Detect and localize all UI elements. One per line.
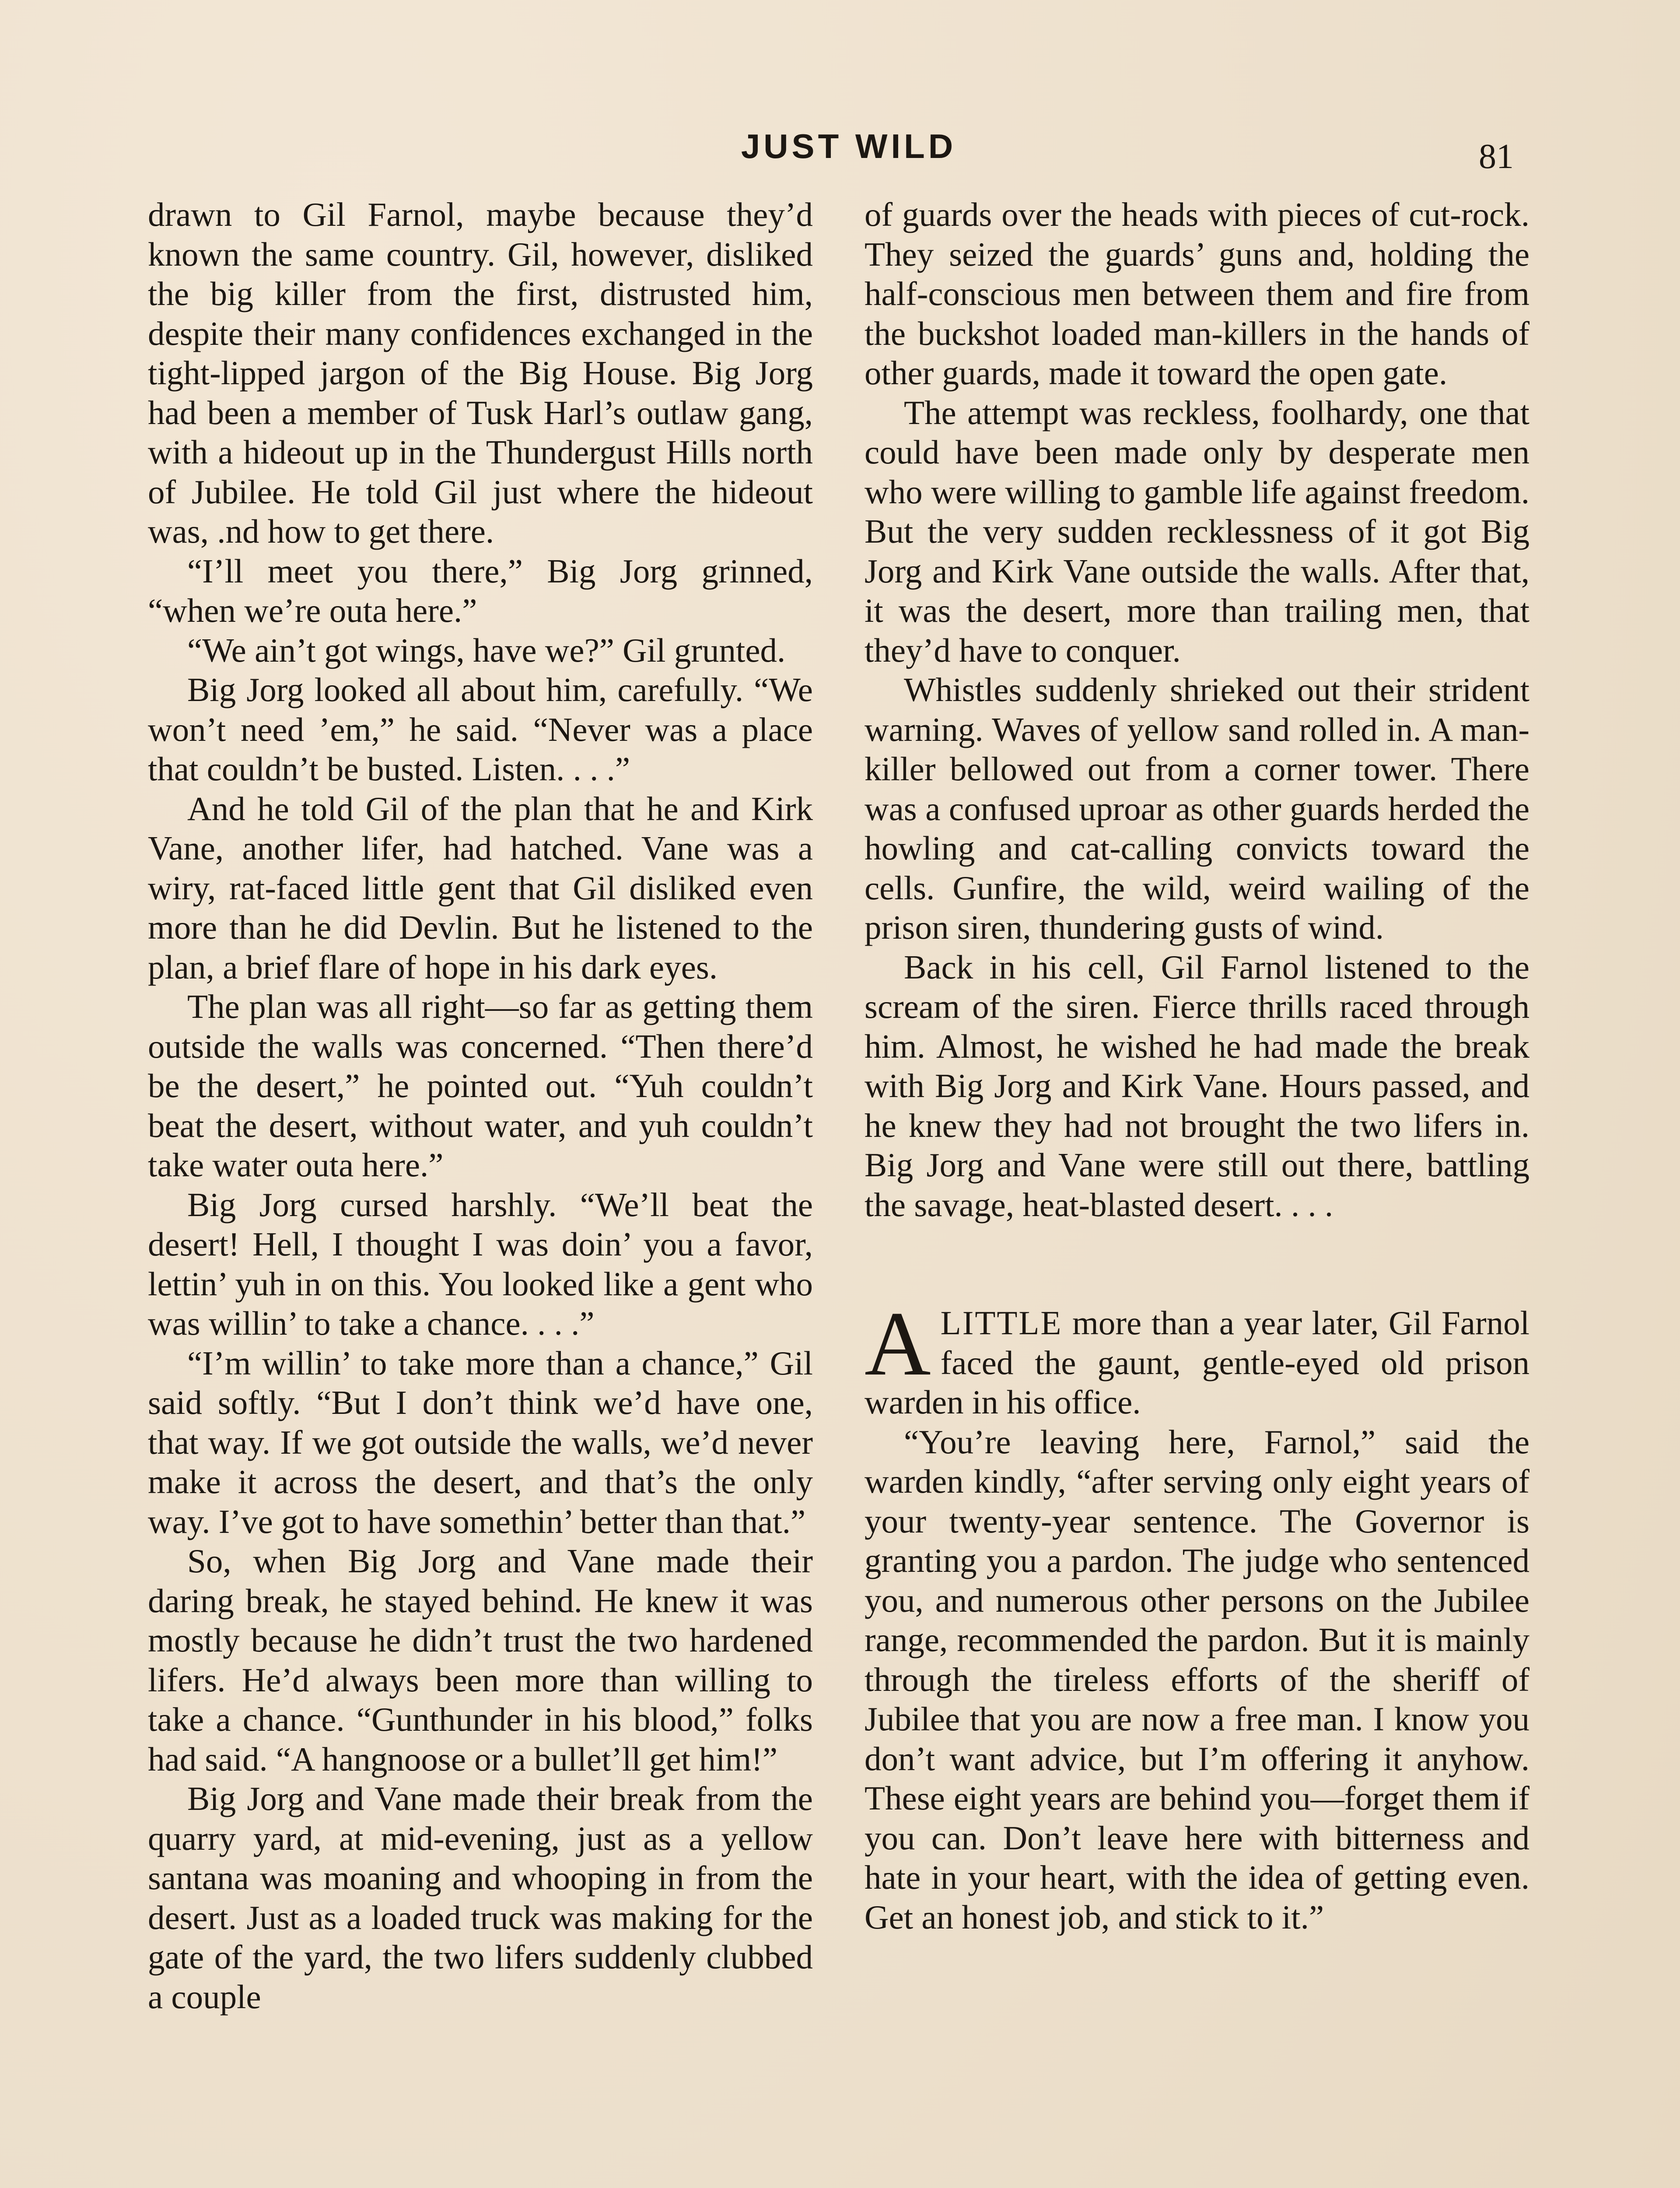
paragraph: “You’re leaving here, Farnol,” said the warden kindly, “after serving only eight years of your twenty-year sentence. The Governor is granting you a pardon. The judge who sentenced you, and numerous other persons on the Jubilee range, recommended the pardon. But it is mainly through the tireless efforts of the sheriff of Jubilee that you are now a free man. I know you don’t want advice, but I’m offering it anyhow. These eight years are behind you—forget them if you can. Don’t leave here with bitterness and hate in your heart, with the idea of getting even. Get an honest job, and stick to it.” <box>864 1423 1530 1936</box>
page-number: 81 <box>1479 137 1514 176</box>
paragraph: “We ain’t got wings, have we?” Gil grunted. <box>187 631 786 669</box>
right-column <box>864 195 1530 1937</box>
paragraph: Back in his cell, Gil Farnol listened to the scream of the siren. Fierce thrills raced through him. Almost, he wished he had made the break with Big Jorg and Kirk Vane. Hours passed, and he knew they had not brought the two lifers in. Big Jorg and Vane were still out there, battling the savage, heat-blasted desert. . . . <box>864 948 1530 1224</box>
paragraph: Big Jorg looked all about him, carefully. “We won’t need ’em,” he said. “Never was a place that couldn’t be busted. Listen. . . .” <box>148 671 813 788</box>
paragraph: The attempt was reckless, foolhardy, one that could have been made only by desperate men who were willing to gamble life against freedom. But the very sudden recklessness of it got Big Jorg and Kirk Vane outside the walls. After that, it was the desert, more than trailing men, that they’d have to conquer. <box>864 393 1530 669</box>
running-head-title: JUST WILD <box>741 127 957 165</box>
paragraph: drawn to Gil Farnol, maybe because they’d known the same country. Gil, however, disliked the big killer from the first, distrusted him, despite their many confidences exchanged in the tight-lipped jargon of the Big House. Big Jorg had been a member of Tusk Harl’s outlaw gang, with a hideout up in the Thundergust Hills north of Jubilee. He told Gil just where the hideout was, .nd how to get there. <box>148 196 813 550</box>
opening-caps: LITTLE <box>940 1304 1063 1342</box>
left-column <box>148 195 813 2016</box>
paragraph: of guards over the heads with pieces of cut-rock. They seized the guards’ guns and, holding the half-conscious men between them and fire from the buckshot loaded man-killers in the hands of other guards, made it toward the open gate. <box>864 196 1530 392</box>
opening-rest: more than a year later, Gil Farnol faced the gaunt, gentle-eyed old prison warden in his office. <box>864 1304 1530 1421</box>
paragraph: So, when Big Jorg and Vane made their daring break, he stayed behind. He knew it was mostly because he didn’t trust the two hardened lifers. He’d always been more than willing to take a chance. “Gunthunder in his blood,” folks had said. “A hangnoose or a bullet’ll get him!” <box>148 1542 813 1778</box>
paragraph: The plan was all right—so far as getting them outside the walls was concerned. “Then there’d be the desert,” he pointed out. “Yuh couldn’t beat the desert, without water, and yuh couldn’t take water outa here.” <box>148 988 813 1184</box>
drop-cap: A <box>864 1293 931 1395</box>
paragraph: Whistles suddenly shrieked out their strident warning. Waves of yellow sand rolled in. A man-killer bellowed out from a corner tower. There was a confused uproar as other guards herded the howling and cat-calling convicts toward the cells. Gunfire, the wild, weird wailing of the prison siren, thundering gusts of wind. <box>864 671 1530 946</box>
paragraph: “I’m willin’ to take more than a chance,” Gil said softly. “But I don’t think we’d have one, that way. If we got outside the walls, we’d never make it across the desert, and that’s the only way. I’ve got to have somethin’ better than that.” <box>148 1344 813 1540</box>
paragraph: Big Jorg cursed harshly. “We’ll beat the desert! Hell, I thought I was doin’ you a favor, lettin’ yuh in on this. You looked like a gent who was willin’ to take a chance. . . .” <box>148 1185 813 1342</box>
paragraph: “I’ll meet you there,” Big Jorg grinned, “when we’re outa here.” <box>148 552 813 629</box>
section-opening-paragraph <box>864 1293 1530 1422</box>
paragraph: And he told Gil of the plan that he and Kirk Vane, another lifer, had hatched. Vane was a wiry, rat-faced little gent that Gil disliked even more than he did Devlin. But he listened to the plan, a brief flare of hope in his dark eyes. <box>148 789 813 986</box>
paragraph: Big Jorg and Vane made their break from the quarry yard, at mid-evening, just as a yellow santana was moaning and whooping in from the desert. Just as a loaded truck was making for the gate of the yard, the two lifers suddenly clubbed a couple <box>148 1780 813 2016</box>
